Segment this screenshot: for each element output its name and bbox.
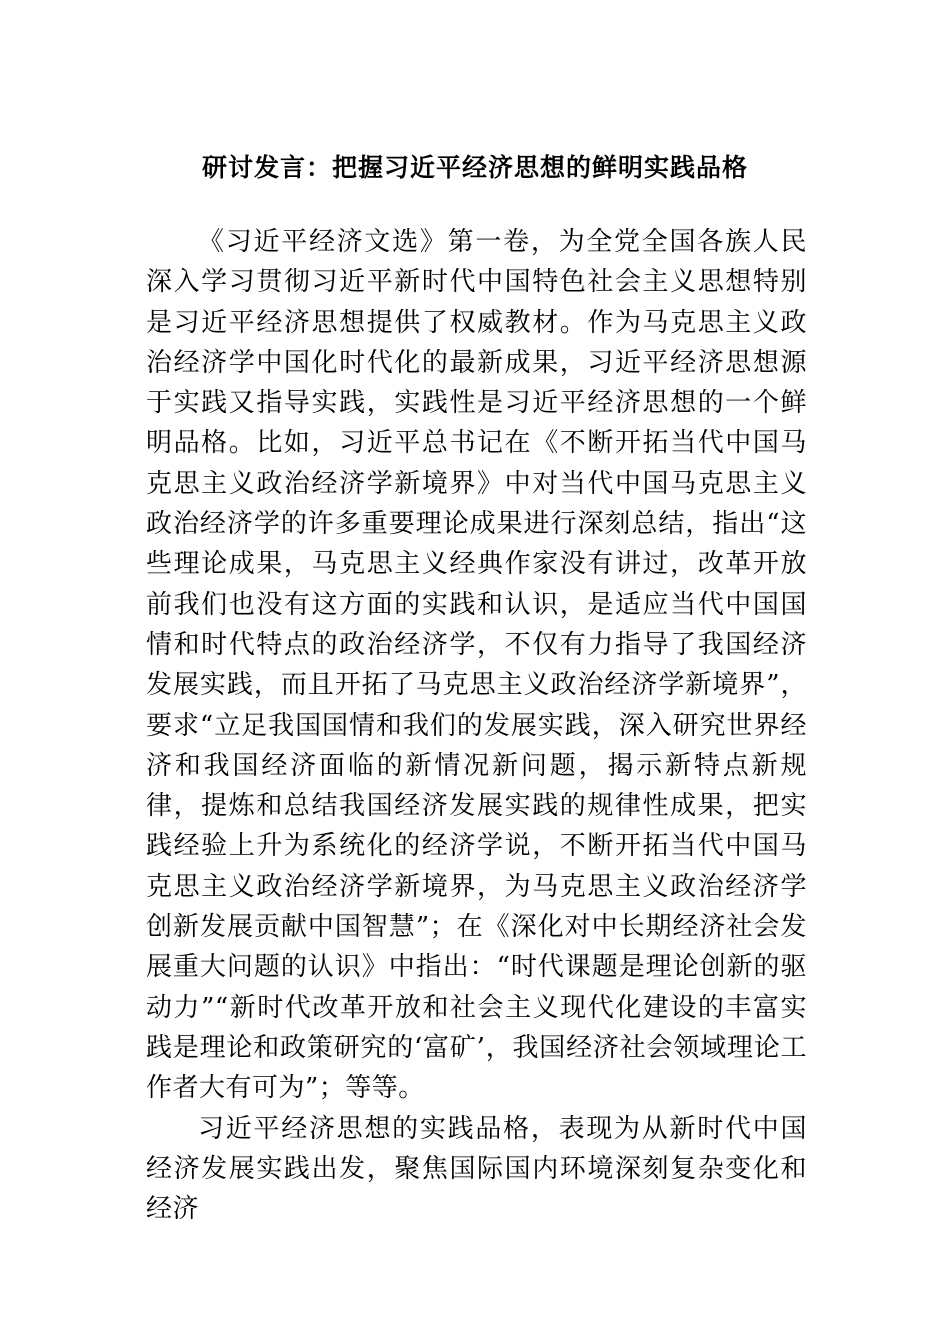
document-title: 研讨发言：把握习近平经济思想的鲜明实践品格 <box>201 153 748 182</box>
paragraph-2: 习近平经济思想的实践品格，表现为从新时代中国经济发展实践出发，聚焦国际国内环境深刻复杂变化和经济 <box>146 1113 807 1225</box>
paragraph-1: 《习近平经济文选》第一卷，为全党全国各族人民深入学习贯彻习近平新时代中国特色社会主义思想特别是习近平经济思想提供了权威教材。作为马克思主义政治经济学中国化时代化的最新成果，习近平经济思想源于实践又指导实践，实践性是习近平经济思想的一个鲜明品格。比如，习近平总书记在《不断开拓当代中国马克思主义政治经济学新境界》中对当代中国马克思主义政治经济学的许多重要理论成果进行深刻总结，指出“这些理论成果，马克思主义经典作家没有讲过，改革开放前我们也没有这方面的实践和认识，是适应当代中国国情和时代特点的政治经济学，不仅有力指导了我国经济发展实践，而且开拓了马克思主义政治经济学新境界”，要求“立足我国国情和我们的发展实践，深入研究世界经济和我国经济面临的新情况新问题，揭示新特点新规律，提炼和总结我国经济发展实践的规律性成果，把实践经验上升为系统化的经济学说，不断开拓当代中国马克思主义政治经济学新境界，为马克思主义政治经济学创新发展贡献中国智慧”；在《深化对中长期经济社会发展重大问题的认识》中指出：“时代课题是理论创新的驱动力”“新时代改革开放和社会主义现代化建设的丰富实践是理论和政策研究的‘富矿’，我国经济社会领域理论工作者大有可为”；等等。 <box>146 227 807 1104</box>
document-body <box>146 222 807 1229</box>
